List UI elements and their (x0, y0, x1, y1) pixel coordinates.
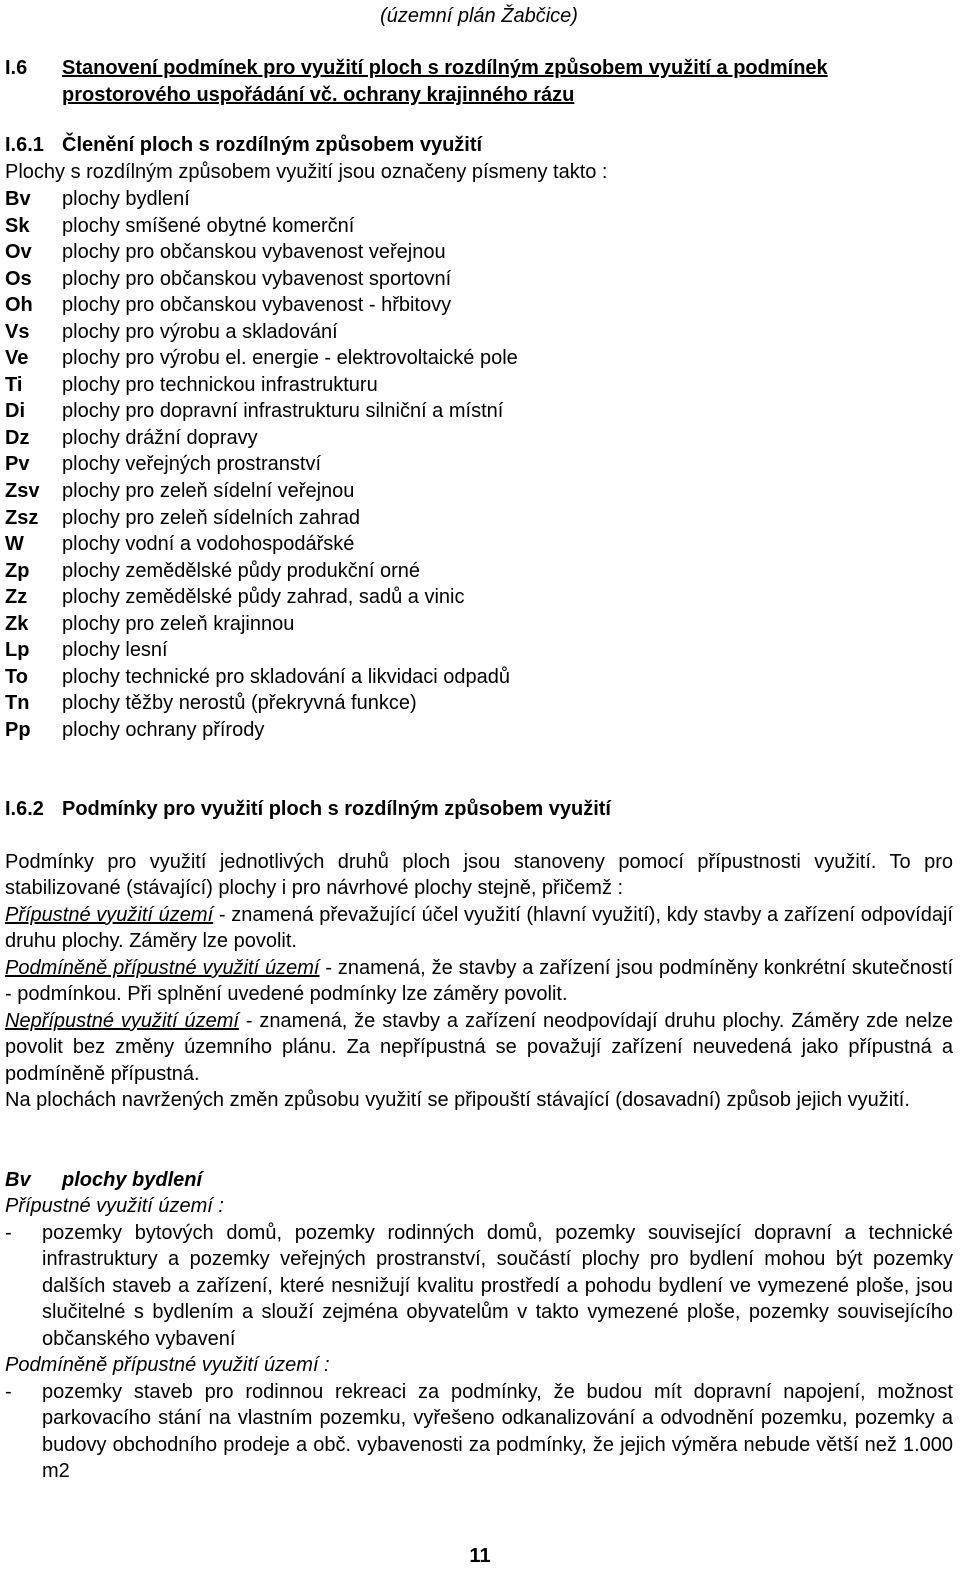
code-desc: plochy pro zeleň krajinnou (62, 612, 295, 635)
list-item (5, 558, 953, 585)
list-item (5, 664, 953, 691)
code-abbr: Vs (5, 320, 30, 343)
code-abbr: Tn (5, 692, 30, 715)
code-abbr: Oh (5, 294, 33, 317)
list-item (5, 398, 953, 425)
code-abbr: Zz (5, 586, 28, 609)
code-desc: plochy lesní (62, 639, 168, 662)
conditions-intro: Podmínky pro využití jednotlivých druhů ploch jsou stanoveny pomocí přípustnosti využití. To pro stabilizované (stávající) plochy i pro návrhové plochy stejně, přičemž : (5, 851, 953, 900)
code-abbr: Dz (5, 426, 30, 449)
permitted-text: - znamená převažující účel využití (hlavní využití), kdy stavby a zařízení odpovídají druhu plochy. Záměry lze povolit. (5, 904, 953, 953)
code-abbr: Ve (5, 347, 29, 370)
code-abbr: Pv (5, 453, 30, 476)
code-desc: plochy pro zeleň sídelních zahrad (62, 506, 360, 529)
list-item (5, 266, 953, 293)
dash-bullet: - (5, 1381, 12, 1403)
dash-bullet: - (5, 1222, 12, 1244)
code-desc: plochy veřejných prostranství (62, 453, 322, 476)
list-item (5, 478, 953, 505)
code-desc: plochy drážní dopravy (62, 426, 258, 449)
code-desc: plochy vodní a vodohospodářské (62, 533, 355, 556)
forbidden-text: - znamená, že stavby a zařízení neodpovídají druhu plochy. Záměry zde nelze povolit bez změny územního plánu. Za nepřípustná se považují zařízení neuvedená jako přípustná a podmíněně přípustná. (5, 1010, 953, 1085)
conditional-item-text: pozemky staveb pro rodinnou rekreaci za podmínky, že budou mít dopravní napojení, možnost parkovacího stání na vlastním pozemku, vyřešeno odkanalizování a odvodnění pozemku, pozemky a budovy obchodního prodeje a obč. vybavenosti za podmínky, že jejich výměra nebude větší než 1.000 m2 (42, 1381, 953, 1483)
code-abbr: Ti (5, 373, 23, 396)
forbidden-definition (5, 1008, 953, 1087)
code-abbr: Ov (5, 241, 32, 264)
code-desc: plochy technické pro skladování a likvidaci odpadů (62, 665, 511, 688)
permitted-item-text: pozemky bytových domů, pozemky rodinných domů, pozemky související dopravní a technické infrastruktury a pozemky veřejných prostranství, součástí plochy pro bydlení mohou být pozemky dalších staveb a zařízení, které nesnižují kvalitu prostředí a pohodu bydlení ve vymezené ploše, jsou slučitelné s bydlením a slouží zejména obyvatelům v takto vymezené ploše, pozemky souvisejícího občanského vybavení (42, 1222, 953, 1350)
subsection-number: I.6.2 (5, 798, 44, 820)
conditional-text: - znamená, že stavby a zařízení jsou podmíněny konkrétní skutečností - podmínkou. Při splnění uvedené podmínky lze záměry povolit. (5, 957, 954, 1006)
list-item (5, 372, 953, 399)
conditional-definition (5, 955, 953, 1008)
list-item (5, 239, 953, 266)
list-item (5, 186, 953, 213)
subsection-number: I.6.1 (5, 134, 44, 156)
list-item (5, 425, 953, 452)
code-desc: plochy smíšené obytné komerční (62, 214, 355, 237)
list-item (5, 213, 953, 240)
conditional-term: Podmíněně přípustné využití území (5, 957, 320, 979)
code-abbr: Zsv (5, 480, 40, 503)
code-desc: plochy ochrany přírody (62, 718, 265, 741)
conditional-label: Podmíněně přípustné využití území : (5, 1354, 330, 1376)
code-desc: plochy bydlení (62, 188, 190, 210)
list-item (5, 717, 953, 744)
subsection-title: Členění ploch s rozdílným způsobem využití (62, 134, 483, 156)
codes-intro: Plochy s rozdílným způsobem využití jsou označeny písmeny takto : (5, 161, 608, 183)
page-number: 11 (469, 1545, 491, 1567)
list-item (5, 505, 953, 532)
code-abbr: To (5, 665, 28, 688)
code-abbr: Os (5, 267, 32, 290)
code-desc: plochy pro výrobu a skladování (62, 320, 338, 343)
code-abbr: W (5, 533, 24, 556)
list-item (5, 531, 953, 558)
list-item (5, 611, 953, 638)
code-abbr: Bv (5, 188, 31, 210)
code-desc: plochy pro zeleň sídelní veřejnou (62, 480, 355, 503)
zone-name: plochy bydlení (62, 1169, 203, 1191)
section-number: I.6 (5, 57, 28, 79)
area-code-list (5, 186, 953, 743)
forbidden-term: Nepřípustné využití území (5, 1010, 239, 1032)
code-desc: plochy pro technickou infrastrukturu (62, 373, 378, 396)
code-desc: plochy pro výrobu el. energie - elektrovoltaické pole (62, 347, 518, 370)
subsection-title: Podmínky pro využití ploch s rozdílným způsobem využití (62, 798, 611, 820)
code-desc: plochy pro občanskou vybavenost sportovní (62, 267, 452, 290)
code-abbr: Di (5, 400, 25, 423)
permitted-label: Přípustné využití území : (5, 1195, 224, 1217)
list-item (5, 292, 953, 319)
header-note: (územní plán Žabčice) (380, 5, 578, 27)
code-desc: plochy zemědělské půdy produkční orné (62, 559, 420, 582)
code-desc: plochy těžby nerostů (překryvná funkce) (62, 692, 417, 715)
permitted-term: Přípustné využití území (5, 904, 214, 926)
zone-abbr: Bv (5, 1169, 31, 1191)
code-abbr: Zp (5, 559, 30, 582)
code-desc: plochy pro občanskou vybavenost - hřbitovy (62, 294, 452, 317)
code-desc: plochy zemědělské půdy zahrad, sadů a vinic (62, 586, 465, 609)
code-abbr: Sk (5, 214, 30, 237)
code-abbr: Pp (5, 718, 31, 741)
list-item (5, 319, 953, 346)
list-item (5, 637, 953, 664)
list-item (5, 584, 953, 611)
list-item (5, 345, 953, 372)
change-note: Na plochách navržených změn způsobu využití se připouští stávající (dosavadní) způsob jejich využití. (5, 1089, 910, 1111)
section-title: Stanovení podmínek pro využití ploch s rozdílným způsobem využití a podmínek prostorového uspořádání vč. ochrany krajinného rázu (62, 57, 828, 106)
code-abbr: Lp (5, 639, 30, 662)
code-abbr: Zk (5, 612, 29, 635)
code-desc: plochy pro občanskou vybavenost veřejnou (62, 241, 446, 264)
code-abbr: Zsz (5, 506, 39, 529)
list-item (5, 451, 953, 478)
permitted-definition (5, 902, 953, 955)
list-item (5, 690, 953, 717)
code-desc: plochy pro dopravní infrastrukturu silniční a místní (62, 400, 504, 423)
